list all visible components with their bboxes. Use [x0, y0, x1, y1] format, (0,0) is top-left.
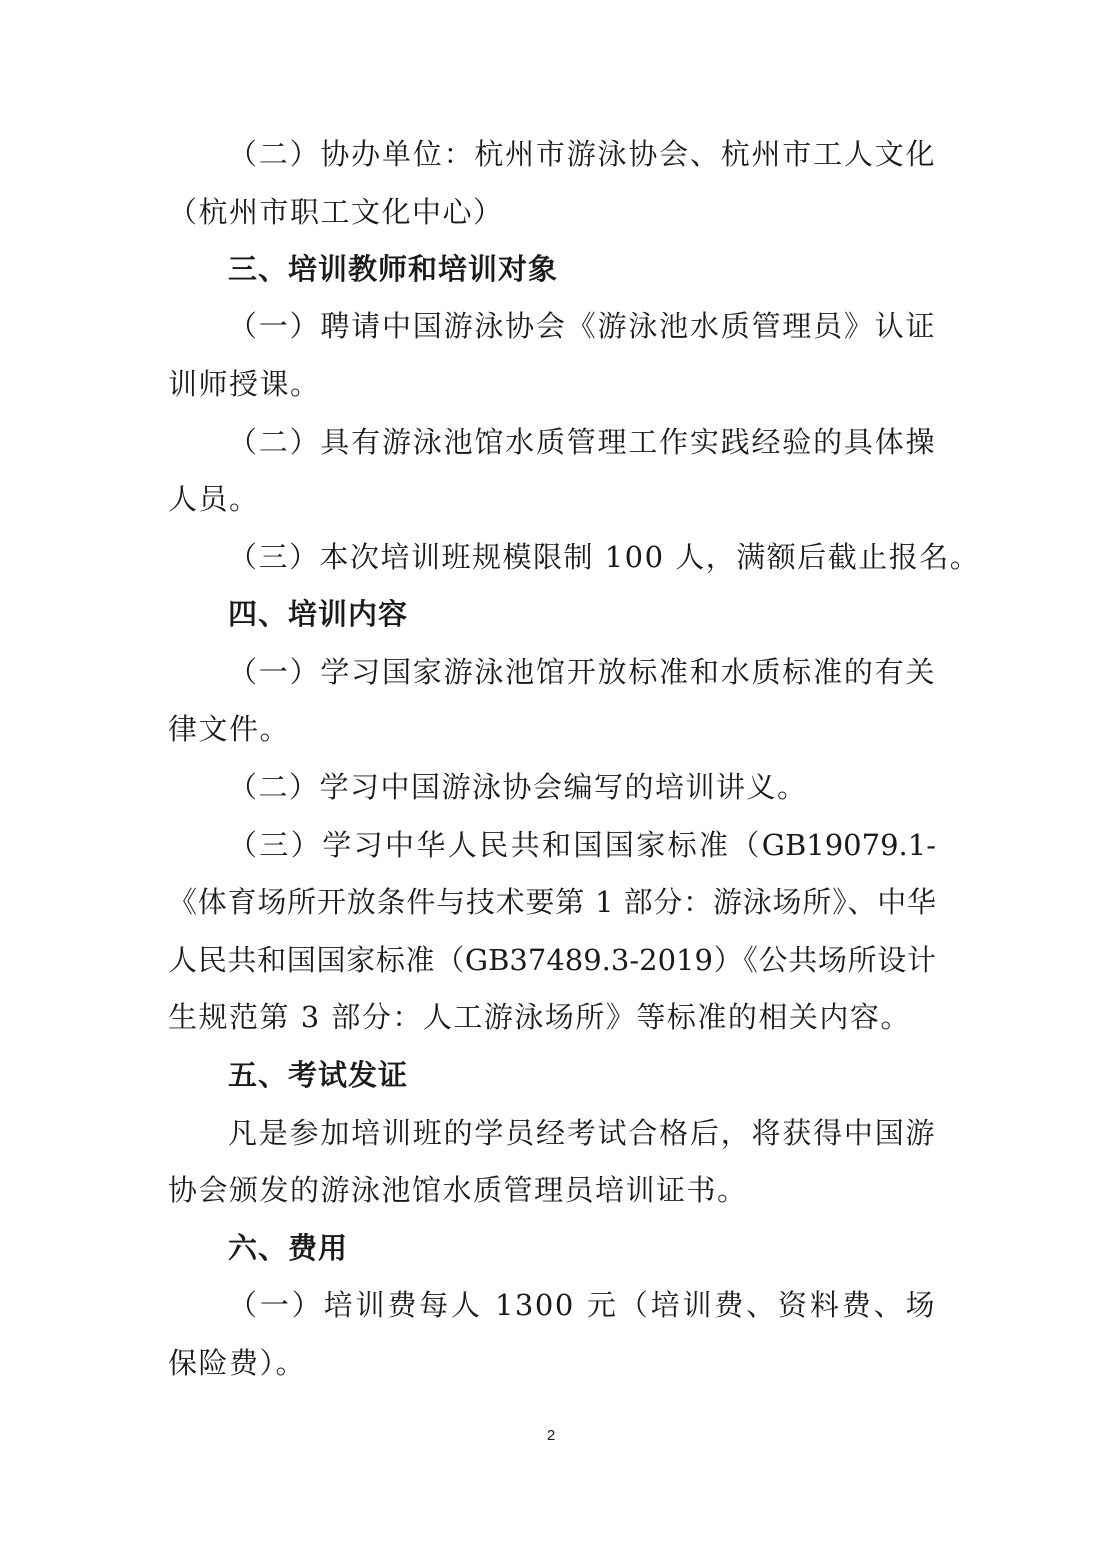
section-heading: 四、培训内容	[228, 597, 409, 631]
page-number: 2	[546, 1427, 556, 1444]
paragraph-line: （杭州市职工文化中心）	[168, 195, 504, 229]
paragraph-line: 训师授课。	[168, 367, 321, 401]
paragraph-line: （二）协办单位：杭州市游泳协会、杭州市工人文化	[228, 137, 936, 171]
paragraph-line: （一）培训费每人 1300 元（培训费、资料费、场	[228, 1288, 936, 1322]
paragraph-line: （二）具有游泳池馆水质管理工作实践经验的具体操	[228, 425, 936, 459]
paragraph-line: （三）本次培训班规模限制 100 人，满额后截止报名。	[228, 540, 981, 574]
paragraph-line: （二）学习中国游泳协会编写的培训讲义。	[228, 770, 808, 804]
section-heading: 五、考试发证	[228, 1058, 409, 1092]
paragraph-line: 人员。	[168, 482, 260, 516]
paragraph-line: （三）学习中华人民共和国国家标准（GB19079.1-	[228, 828, 936, 862]
paragraph-line: 保险费）。	[168, 1346, 307, 1380]
paragraph-line: 凡是参加培训班的学员经考试合格后，将获得中国游	[228, 1116, 936, 1150]
paragraph-line: （一）聘请中国游泳协会《游泳池水质管理员》认证	[228, 309, 936, 343]
paragraph-line: （一）学习国家游泳池馆开放标准和水质标准的有关	[228, 655, 936, 689]
section-heading: 三、培训教师和培训对象	[228, 252, 559, 286]
paragraph-line: 《体育场所开放条件与技术要第 1 部分：游泳场所》、中华	[168, 885, 936, 919]
paragraph-line: 生规范第 3 部分：人工游泳场所》等标准的相关内容。	[168, 1000, 911, 1034]
paragraph-line: 人民共和国国家标准（GB37489.3-2019）《公共场所设计	[168, 943, 936, 977]
section-heading: 六、费用	[228, 1231, 349, 1265]
paragraph-line: 律文件。	[168, 712, 291, 746]
paragraph-line: 协会颁发的游泳池馆水质管理员培训证书。	[168, 1173, 748, 1207]
